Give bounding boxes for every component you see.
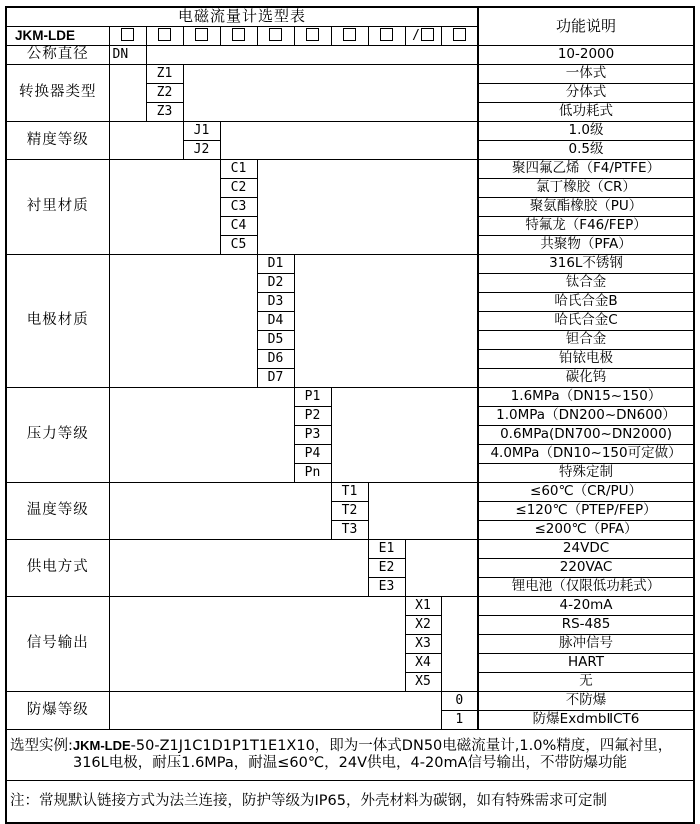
desc-T1: ≤60℃（CR/PU） [478, 482, 694, 501]
code-C1: C1 [220, 159, 257, 178]
spacer-cell [109, 596, 405, 691]
spacer-cell [109, 539, 368, 596]
desc-0: 不防爆 [478, 691, 694, 710]
spacer-cell [109, 159, 220, 254]
temperature-rating-label: 温度等级 [6, 482, 109, 539]
example-model-code: JKM-LDE [72, 738, 131, 753]
spacer-cell [109, 254, 257, 387]
desc-D4: 哈氏合金C [478, 311, 694, 330]
spacer-cell [294, 254, 478, 387]
selection-example [6, 729, 694, 780]
desc-D7: 碳化钨 [478, 368, 694, 387]
code-D7: D7 [257, 368, 294, 387]
model-digit-cell-4 [220, 26, 257, 45]
desc-X5: 无 [478, 672, 694, 691]
code-Z3: Z3 [146, 102, 183, 121]
spacer-cell [220, 121, 478, 159]
code-C3: C3 [220, 197, 257, 216]
desc-X2: RS-485 [478, 615, 694, 634]
code-D4: D4 [257, 311, 294, 330]
signal-output-label: 信号输出 [6, 596, 109, 691]
desc-C4: 特氟龙（F46/FEP） [478, 216, 694, 235]
spacer-cell [405, 539, 478, 596]
spacer-cell [441, 596, 478, 691]
slash-separator: / [412, 28, 420, 43]
code-D3: D3 [257, 292, 294, 311]
desc-Z2: 分体式 [478, 83, 694, 102]
code-Z2: Z2 [146, 83, 183, 102]
desc-J2: 0.5级 [478, 140, 694, 159]
desc-P4: 4.0MPa（DN10~150可定做） [478, 444, 694, 463]
spacer-cell [109, 482, 331, 539]
desc-C2: 氯丁橡胶（CR） [478, 178, 694, 197]
checkbox-icon [269, 28, 282, 41]
desc-1: 防爆ExdmbⅡCT6 [478, 710, 694, 729]
desc-D2: 钛合金 [478, 273, 694, 292]
code-E2: E2 [368, 558, 405, 577]
code-P3: P3 [294, 425, 331, 444]
example-text: -50-Z1J1C1D1P1T1E1X10，即为一体式DN50电磁流量计,1.0%精度，四氟衬里， [130, 738, 673, 754]
desc-C1: 聚四氟乙烯（F4/PTFE） [478, 159, 694, 178]
desc-C3: 聚氨酯橡胶（PU） [478, 197, 694, 216]
model-digit-cell-2 [146, 26, 183, 45]
checkbox-icon [158, 28, 171, 41]
desc-P3: 0.6MPa(DN700~DN2000) [478, 425, 694, 444]
desc-J1: 1.0级 [478, 121, 694, 140]
checkbox-icon [232, 28, 245, 41]
spacer-cell [109, 121, 183, 159]
model-prefix: JKM-LDE [6, 26, 109, 45]
electrode-material-label: 电极材质 [6, 254, 109, 387]
desc-D3: 哈氏合金B [478, 292, 694, 311]
desc-T2: ≤120℃（PTEP/FEP） [478, 501, 694, 520]
checkbox-icon [343, 28, 356, 41]
desc-E3: 锂电池（仅限低功耗式） [478, 577, 694, 596]
desc-X1: 4-20mA [478, 596, 694, 615]
desc-P1: 1.6MPa（DN15~150） [478, 387, 694, 406]
code-X3: X3 [405, 634, 441, 653]
code-C5: C5 [220, 235, 257, 254]
desc-Pn: 特殊定制 [478, 463, 694, 482]
code-T1: T1 [331, 482, 368, 501]
converter-type-label: 转换器类型 [6, 64, 109, 121]
desc-X4: HART [478, 653, 694, 672]
model-digit-cell-7 [331, 26, 368, 45]
desc-T3: ≤200℃（PFA） [478, 520, 694, 539]
model-digit-cell-3 [183, 26, 220, 45]
code-X4: X4 [405, 653, 441, 672]
model-digit-cell-1 [109, 26, 146, 45]
selection-table [5, 6, 695, 824]
spacer-cell [368, 482, 478, 539]
checkbox-icon [453, 28, 466, 41]
spacer-cell [257, 159, 478, 254]
example-line-2: 316L电极，耐压1.6MPa，耐温≤60℃，24V供电，4-20mA信号输出，不带防爆功能 [72, 755, 627, 771]
power-supply-label: 供电方式 [6, 539, 109, 596]
code-D5: D5 [257, 330, 294, 349]
checkbox-icon [380, 28, 393, 41]
code-Z1: Z1 [146, 64, 183, 83]
spacer-cell [331, 387, 478, 482]
desc-D5: 钽合金 [478, 330, 694, 349]
table-title: 电磁流量计选型表 [6, 7, 478, 26]
pressure-rating-label: 压力等级 [6, 387, 109, 482]
code-Pn: Pn [294, 463, 331, 482]
model-digit-cell-5 [257, 26, 294, 45]
checkbox-icon [306, 28, 319, 41]
note-text: 注：常规默认链接方式为法兰连接，防护等级为IP65，外壳材料为碳钢，如有特殊需求可定制 [6, 780, 694, 823]
code-0: 0 [441, 691, 478, 710]
code-C2: C2 [220, 178, 257, 197]
spacer-cell [146, 45, 478, 64]
desc-C5: 共聚物（PFA） [478, 235, 694, 254]
desc-D1: 316L不锈钢 [478, 254, 694, 273]
code-P4: P4 [294, 444, 331, 463]
code-X2: X2 [405, 615, 441, 634]
code-D2: D2 [257, 273, 294, 292]
model-digit-cell-9 [405, 26, 441, 45]
code-P2: P2 [294, 406, 331, 425]
desc-X3: 脉冲信号 [478, 634, 694, 653]
accuracy-class-label: 精度等级 [6, 121, 109, 159]
code-T2: T2 [331, 501, 368, 520]
example-label: 选型实例: [10, 738, 73, 754]
explosion-proof-rating-label: 防爆等级 [6, 691, 109, 729]
checkbox-icon [195, 28, 208, 41]
code-E3: E3 [368, 577, 405, 596]
spacer-cell [183, 64, 478, 121]
code-X1: X1 [405, 596, 441, 615]
checkbox-icon [121, 28, 134, 41]
checkbox-icon [421, 28, 434, 41]
desc-E1: 24VDC [478, 539, 694, 558]
example-line-1 [10, 737, 690, 755]
desc-D6: 铂铱电极 [478, 349, 694, 368]
code-C4: C4 [220, 216, 257, 235]
code-J1: J1 [183, 121, 220, 140]
nominal-diameter-label: 公称直径 [6, 45, 109, 64]
desc-E2: 220VAC [478, 558, 694, 577]
code-P1: P1 [294, 387, 331, 406]
spacer-cell [109, 387, 294, 482]
function-column-header: 功能说明 [478, 7, 694, 45]
code-D6: D6 [257, 349, 294, 368]
model-digit-cell-10 [441, 26, 478, 45]
code-D1: D1 [257, 254, 294, 273]
desc-Z3: 低功耗式 [478, 102, 694, 121]
desc-P2: 1.0MPa（DN200~DN600） [478, 406, 694, 425]
desc-DN: 10-2000 [478, 45, 694, 64]
spacer-cell [109, 64, 146, 121]
lining-material-label: 衬里材质 [6, 159, 109, 254]
code-X5: X5 [405, 672, 441, 691]
code-1: 1 [441, 710, 478, 729]
code-DN: DN [109, 45, 146, 64]
desc-Z1: 一体式 [478, 64, 694, 83]
spacer-cell [109, 691, 441, 729]
model-digit-cell-8 [368, 26, 405, 45]
model-digit-cell-6 [294, 26, 331, 45]
code-J2: J2 [183, 140, 220, 159]
code-E1: E1 [368, 539, 405, 558]
code-T3: T3 [331, 520, 368, 539]
